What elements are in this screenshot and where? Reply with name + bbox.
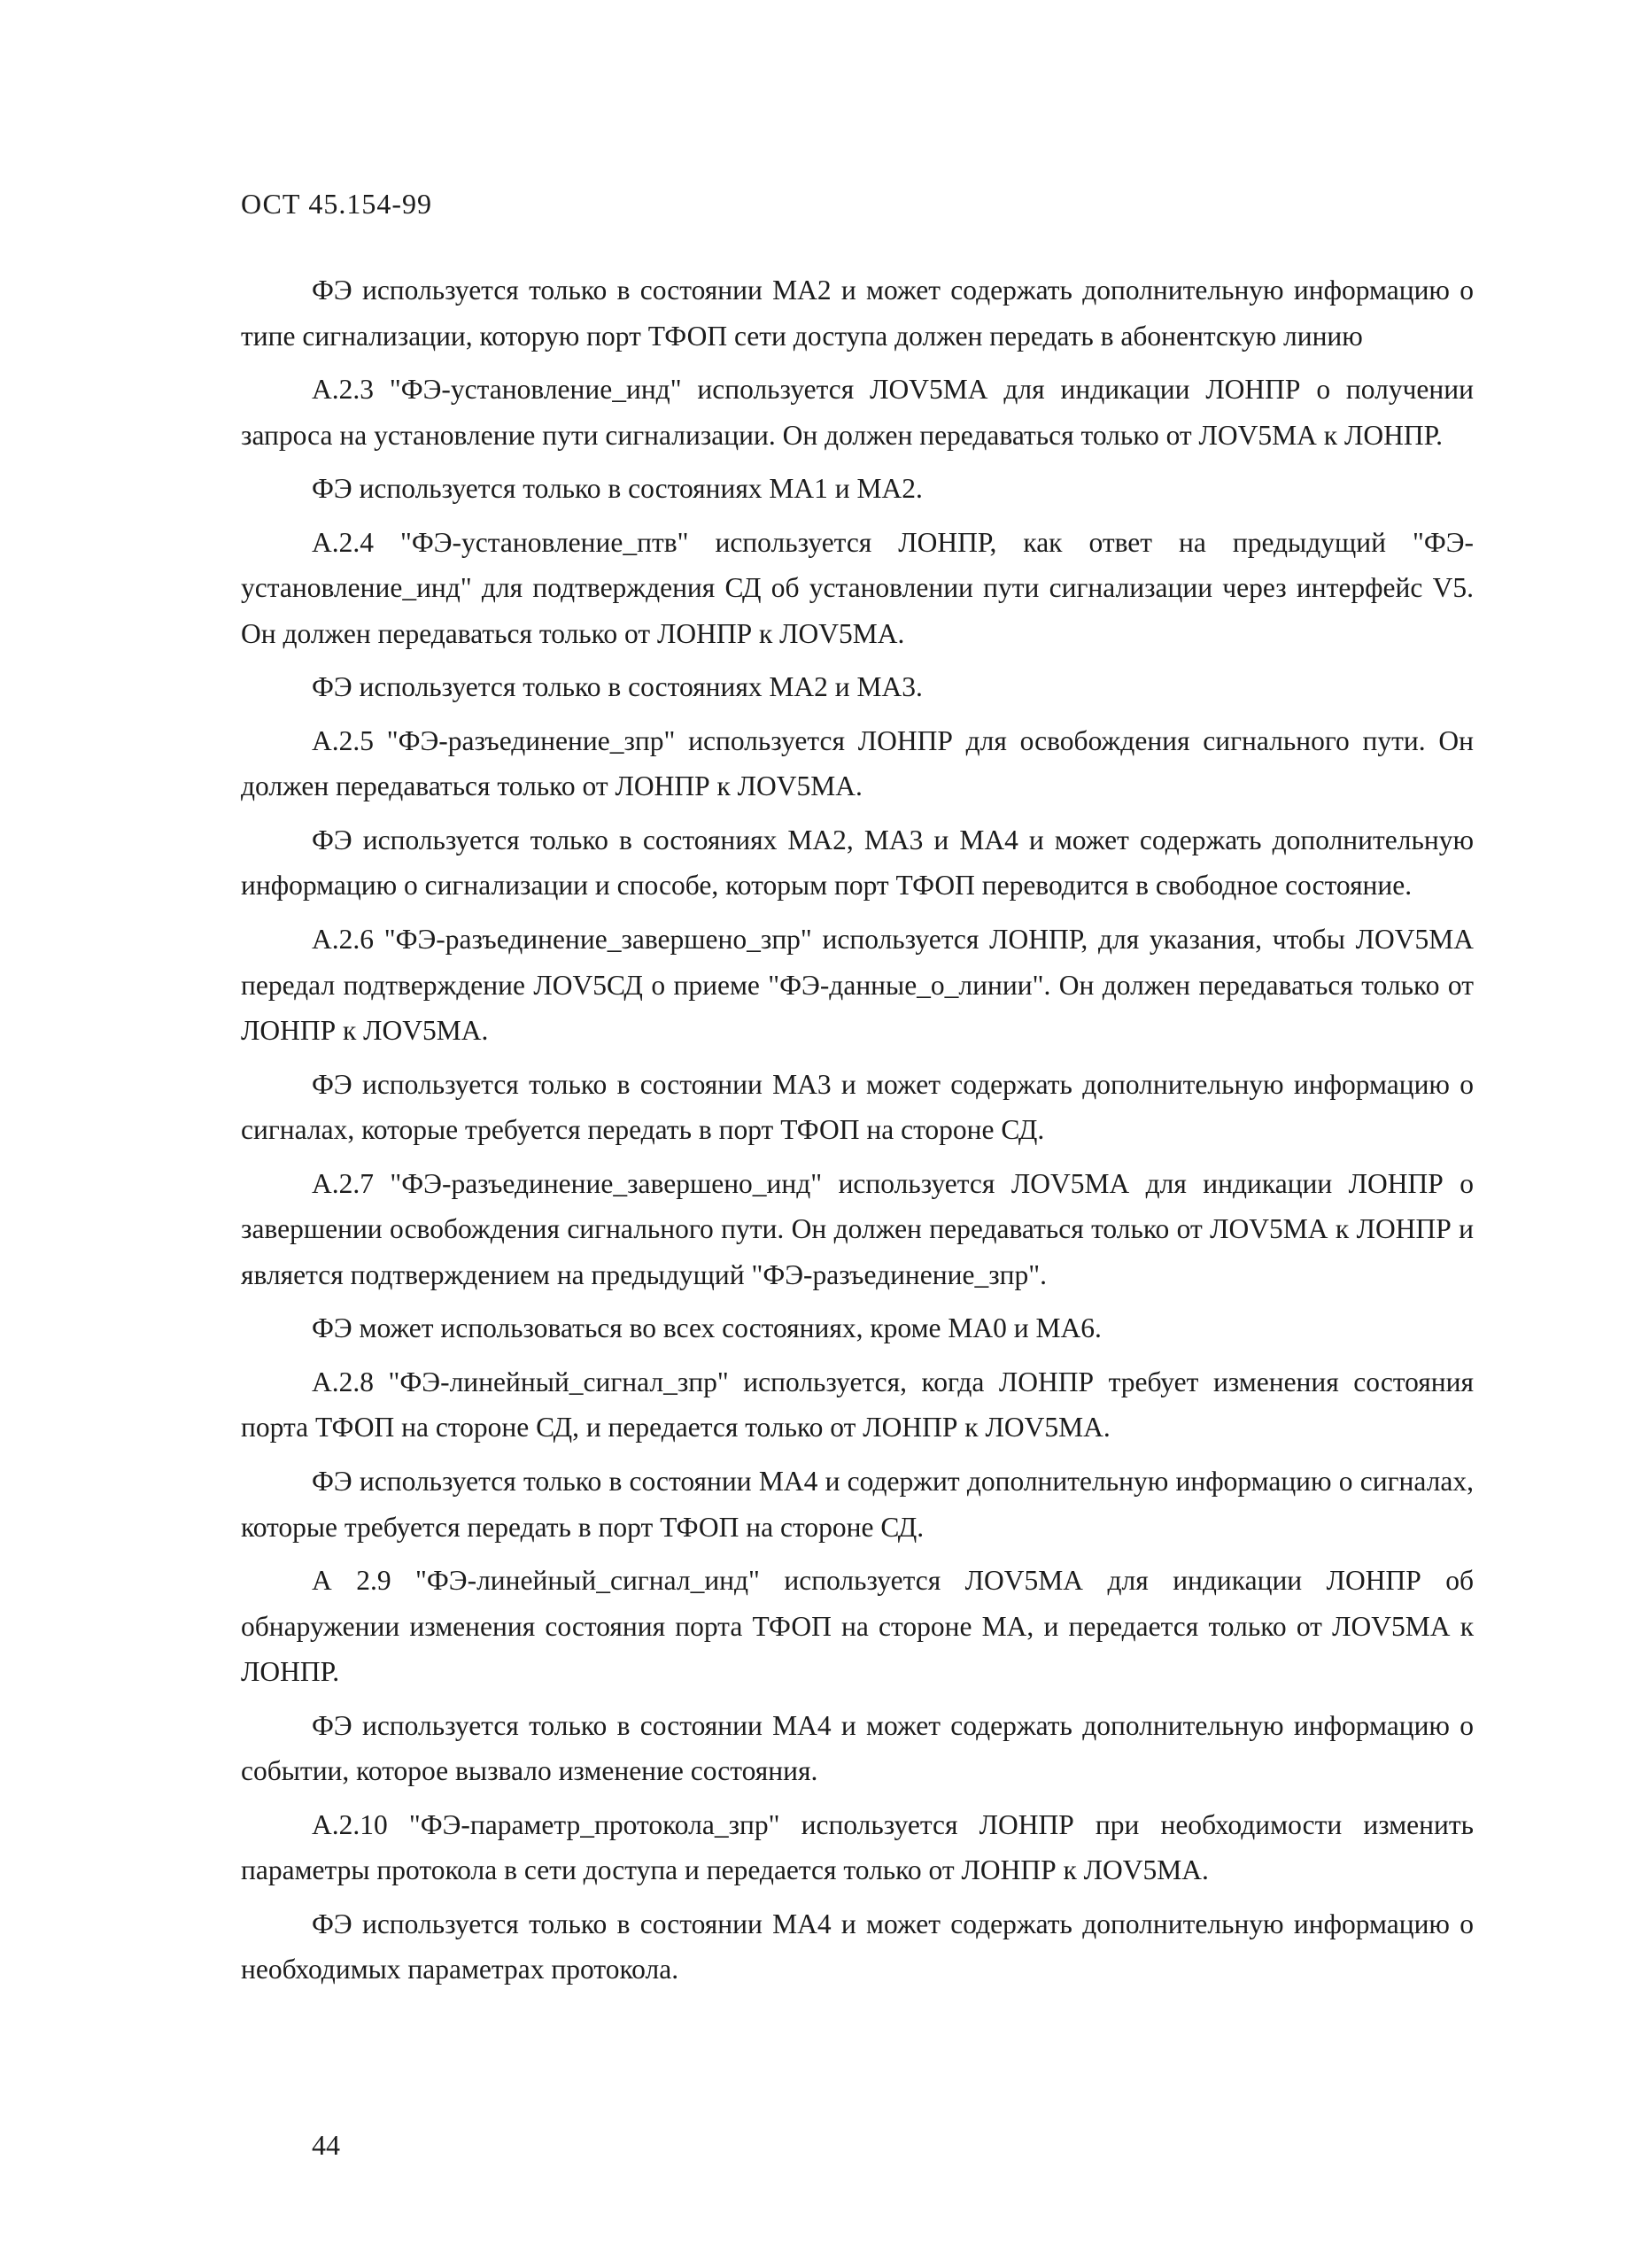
paragraph: А.2.5 "ФЭ-разъединение_зпр" используется ЛОНПР для освобождения сигнального пути. Он должен передаваться только от ЛОНПР к ЛОV5МА. (241, 724, 1474, 802)
paragraph: А.2.3 "ФЭ-установление_инд" используется ЛОV5МА для индикации ЛОНПР о получении запроса на установление пути сигнализации. Он должен передаваться только от ЛОV5МА к ЛОНПР. (241, 374, 1474, 451)
document-designation: ОСТ 45.154-99 (241, 188, 433, 220)
paragraph: ФЭ может использоваться во всех состояниях, кроме МА0 и МА6. (312, 1312, 1102, 1344)
page-number: 44 (312, 2129, 340, 2161)
paragraph: А.2.7 "ФЭ-разъединение_завершено_инд" используется ЛОV5МА для индикации ЛОНПР о завершении освобождения сигнального пути. Он должен передаваться только от ЛОV5МА к ЛОНПР и является подтверждением на предыдущий "ФЭ-разъединение_зпр". (241, 1167, 1474, 1290)
paragraph: ФЭ используется только в состоянии МА2 и может содержать дополнительную информацию о типе сигнализации, которую порт ТФОП сети доступа должен передать в абонентскую линию (241, 275, 1474, 352)
paragraph: А 2.9 "ФЭ-линейный_сигнал_инд" используется ЛОV5МА для индикации ЛОНПР об обнаружении изменения состояния порта ТФОП на стороне МА, и передается только от ЛОV5МА к ЛОНПР. (241, 1565, 1474, 1688)
paragraph: ФЭ используется только в состоянии МА4 и может содержать дополнительную информацию о событии, которое вызвало изменение состояния. (241, 1709, 1474, 1787)
paragraph: А.2.6 "ФЭ-разъединение_завершено_зпр" используется ЛОНПР, для указания, чтобы ЛОV5МА передал подтверждение ЛОV5СД о приеме "ФЭ-данные_о_линии". Он должен передаваться только от ЛОНПР к ЛОV5МА. (241, 923, 1474, 1047)
paragraph: А.2.8 "ФЭ-линейный_сигнал_зпр" используется, когда ЛОНПР требует изменения состояния порта ТФОП на стороне СД, и передается только от ЛОНПР к ЛОV5МА. (241, 1366, 1474, 1444)
paragraph: ФЭ используется только в состоянии МА4 и содержит дополнительную информацию о сигналах, которые требуется передать в порт ТФОП на стороне СД. (241, 1465, 1474, 1543)
document-body (241, 267, 1474, 2001)
paragraph: А.2.10 "ФЭ-параметр_протокола_зпр" используется ЛОНПР при необходимости изменить параметры протокола в сети доступа и передается только от ЛОНПР к ЛОV5МА. (241, 1808, 1474, 1886)
paragraph: ФЭ используется только в состоянии МА3 и может содержать дополнительную информацию о сигналах, которые требуется передать в порт ТФОП на стороне СД. (241, 1068, 1474, 1146)
paragraph: ФЭ используется только в состоянии МА4 и может содержать дополнительную информацию о необходимых параметрах протокола. (241, 1908, 1474, 1985)
paragraph: ФЭ используется только в состояниях МА1 и МА2. (312, 473, 923, 505)
paragraph: А.2.4 "ФЭ-установление_птв" используется ЛОНПР, как ответ на предыдущий "ФЭ-установление_инд" для подтверждения СД об установлении пути сигнализации через интерфейс V5. Он должен передаваться только от ЛОНПР к ЛОV5МА. (241, 526, 1474, 649)
paragraph: ФЭ используется только в состояниях МА2 и МА3. (312, 671, 923, 703)
paragraph: ФЭ используется только в состояниях МА2, МА3 и МА4 и может содержать дополнительную информацию о сигнализации и способе, которым порт ТФОП переводится в свободное состояние. (241, 824, 1474, 902)
